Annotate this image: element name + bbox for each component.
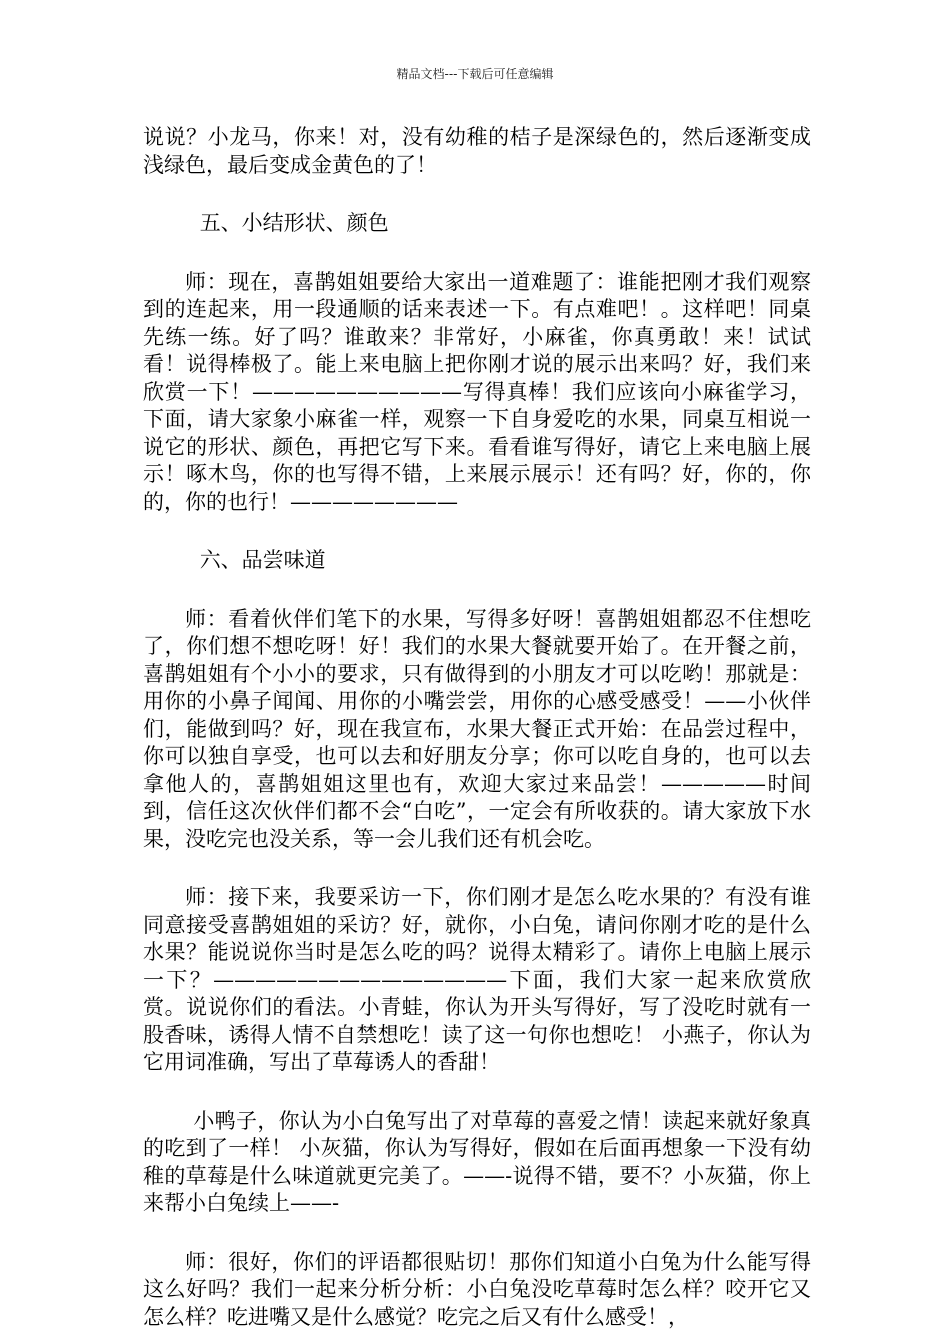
paragraph: 师：很好，你们的评语都很贴切！那你们知道小白兔为什么能写得这么好吗？我们一起来分析分析：小白兔没吃草莓时怎么样？咬开它又怎么样？吃进嘴又是什么感觉？吃完之后又有什么感受！， [143, 1249, 811, 1329]
section-heading: 五、小结形状、颜色 [199, 211, 389, 235]
paragraph: 小鸭子，你认为小白兔写出了对草莓的喜爱之情！读起来就好象真的吃到了一样！ 小灰猫，你认为写得好，假如在后面再想象一下没有幼稚的草莓是什么味道就更完美了。——-说得不错，要不？小灰猫，你上来帮小白兔续上——- [143, 1108, 811, 1215]
paragraph: 师：现在，喜鹊姐姐要给大家出一道难题了：谁能把刚才我们观察到的连起来，用一段通顺的话来表述一下。有点难吧！。这样吧！同桌先练一练。好了吗？谁敢来？非常好，小麻雀，你真勇敢！来！试试看！说得棒极了。能上来电脑上把你刚才说的展示出来吗？好，我们来欣赏一下！——————————写得真棒！我们应该向小麻雀学习，下面，请大家象小麻雀一样，观察一下自身爱吃的水果，同桌互相说一说它的形状、颜色，再把它写下来。看看谁写得好，请它上来电脑上展示！啄木鸟，你的也写得不错，上来展示展示！还有吗？好，你的，你的，你的也行！———————— [143, 269, 811, 514]
section-heading: 六、品尝味道 [199, 548, 326, 572]
document-body [143, 124, 811, 1331]
paragraph: 说说？小龙马，你来！对，没有幼稚的桔子是深绿色的，然后逐渐变成浅绿色，最后变成金黄色的了！ [143, 125, 811, 177]
page-header: 精品文档---下载后可任意编辑 [396, 67, 554, 81]
paragraph: 师：接下来，我要采访一下，你们刚才是怎么吃水果的？有没有谁同意接受喜鹊姐姐的采访？好，就你，小白兔，请问你刚才吃的是什么水果？能说说你当时是怎么吃的吗？说得太精彩了。请你上电脑上展示一下？——————————————下面，我们大家一起来欣赏欣赏。说说你们的看法。小青蛙，你认为开头写得好，写了没吃时就有一股香味，诱得人情不自禁想吃！读了这一句你也想吃！ 小燕子，你认为它用词准确，写出了草莓诱人的香甜！ [143, 885, 811, 1074]
paragraph: 师：看着伙伴们笔下的水果，写得多好呀！喜鹊姐姐都忍不住想吃了，你们想不想吃呀！好！我们的水果大餐就要开始了。在开餐之前，喜鹊姐姐有个小小的要求，只有做得到的小朋友才可以吃哟！那就是：用你的小鼻子闻闻、用你的小嘴尝尝，用你的心感受感受！——小伙伴们，能做到吗？好，现在我宣布，水果大餐正式开始：在品尝过程中，你可以独自享受，也可以去和好朋友分享；你可以吃自身的，也可以去拿他人的，喜鹊姐姐这里也有，欢迎大家过来品尝！—————时间到，信任这次伙伴们都不会“白吃”，一定会有所收获的。请大家放下水果，没吃完也没关系，等一会儿我们还有机会吃。 [143, 606, 811, 851]
